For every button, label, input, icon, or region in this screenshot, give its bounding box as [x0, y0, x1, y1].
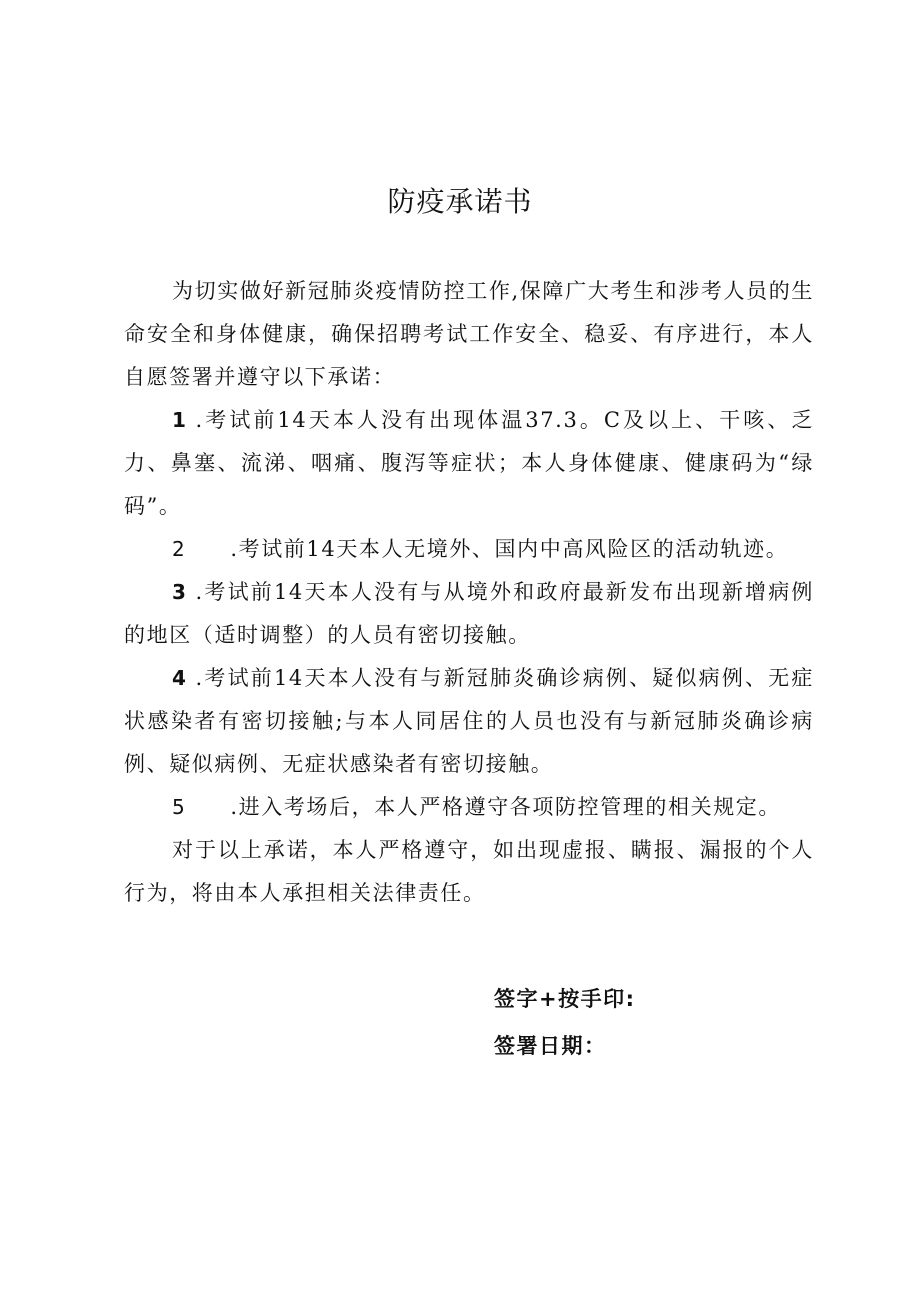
item-number: 4	[172, 666, 188, 690]
closing-paragraph: 对于以上承诺，本人严格遵守，如出现虚报、瞒报、漏报的个人行为，将由本人承担相关法律责任。	[124, 838, 814, 905]
item-number: 1	[172, 408, 188, 432]
item-text: 考试前14天本人没有与新冠肺炎确诊病例、疑似病例、无症状感染者有密切接触;与本人同居住的人员也没有与新冠肺炎确诊病例、疑似病例、无症状感染者有密切接触。	[124, 666, 814, 776]
item-number: 3	[172, 580, 188, 604]
item-text: 考试前14天本人没有与从境外和政府最新发布出现新增病例的地区（适时调整）的人员有密切接触。	[124, 580, 814, 647]
commitment-item-4: 4 .考试前14天本人没有与新冠肺炎确诊病例、疑似病例、无症状感染者有密切接触;与本人同居住的人员也没有与新冠肺炎确诊病例、疑似病例、无症状感染者有密切接触。	[124, 666, 814, 776]
date-label: 签署日期：	[494, 1034, 607, 1058]
commitment-item-3: 3 .考试前14天本人没有与从境外和政府最新发布出现新增病例的地区（适时调整）的人员有密切接触。	[124, 580, 814, 647]
item-number: 5	[172, 795, 187, 819]
commitment-item-5: 5 .进入考场后，本人严格遵守各项防控管理的相关规定。	[172, 795, 782, 819]
item-text: 考试前14天本人没有出现体温37.3。C及以上、干咳、乏力、鼻塞、流涕、咽痛、腹泻等症状；本人身体健康、健康码为“绿码”。	[124, 408, 814, 518]
commitment-item-1: 1 .考试前14天本人没有出现体温37.3。C及以上、干咳、乏力、鼻塞、流涕、咽痛、腹泻等症状；本人身体健康、健康码为“绿码”。	[124, 408, 814, 518]
item-text: 进入考场后，本人严格遵守各项防控管理的相关规定。	[238, 795, 782, 819]
item-text: 考试前14天本人无境外、国内中高风险区的活动轨迹。	[238, 537, 789, 561]
document-body	[124, 270, 814, 915]
commitment-item-2: 2 .考试前14天本人无境外、国内中高风险区的活动轨迹。	[172, 537, 789, 561]
item-number: 2	[172, 537, 187, 561]
intro-paragraph: 为切实做好新冠肺炎疫情防控工作,保障广大考生和涉考人员的生命安全和身体健康，确保招聘考试工作安全、稳妥、有序进行，本人自愿签署并遵守以下承诺：	[124, 279, 814, 389]
document-title: 防疫承诺书	[387, 185, 533, 218]
signature-label: 签字+按手印:	[494, 987, 636, 1011]
